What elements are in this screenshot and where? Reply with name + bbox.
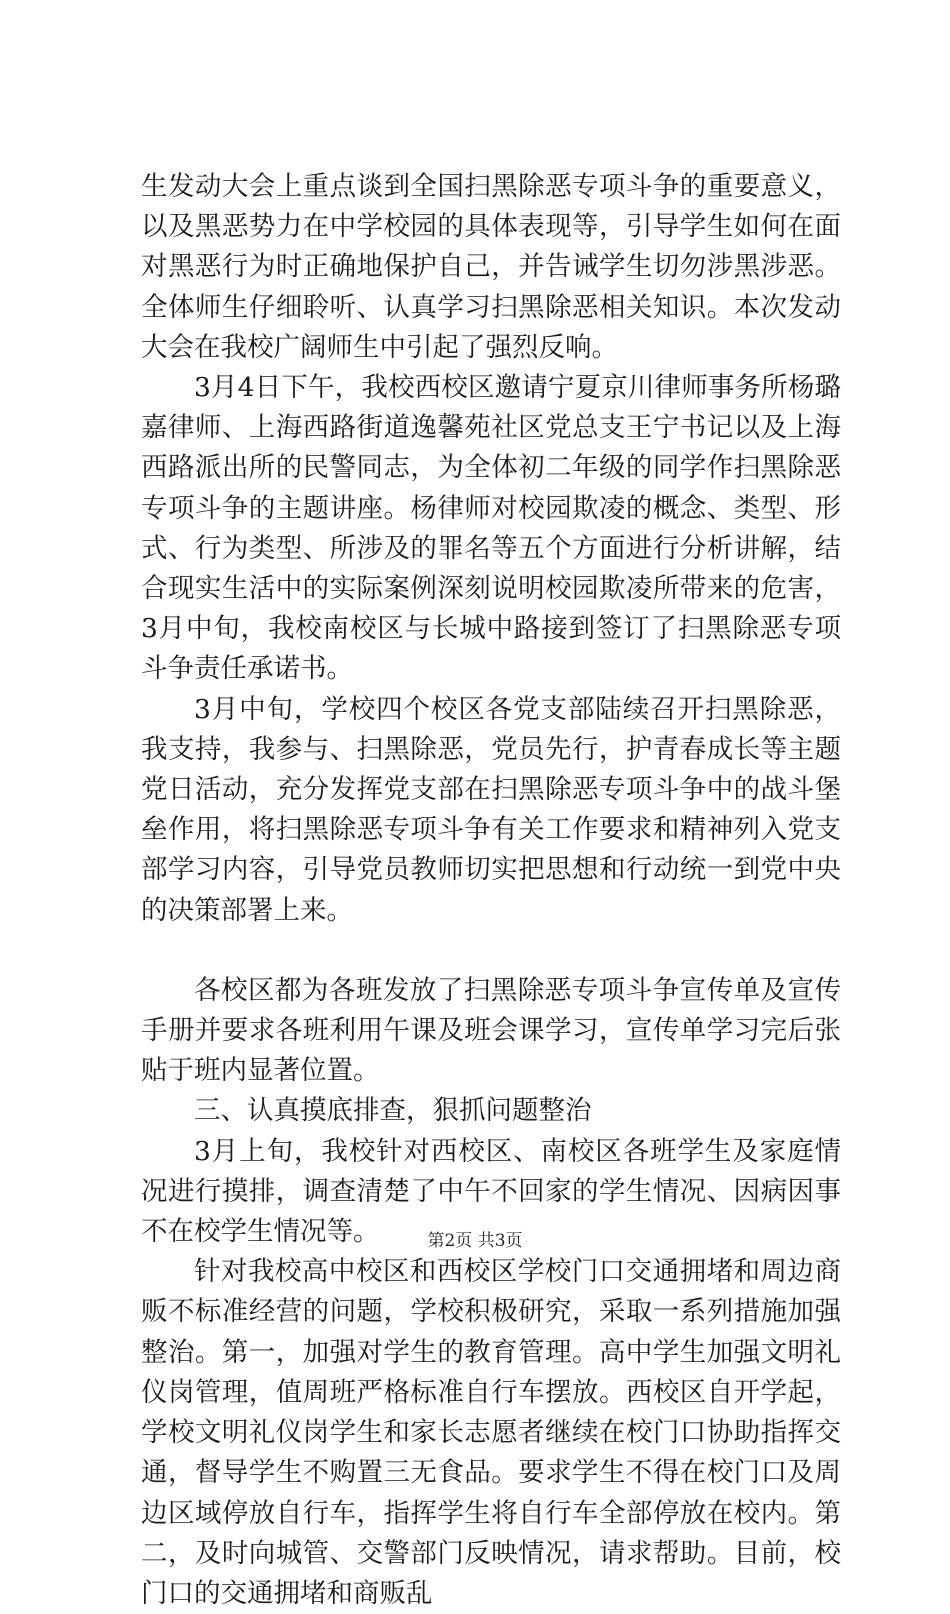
paragraph-continued: 生发动大会上重点谈到全国扫黑除恶专项斗争的重要意义，以及黑恶势力在中学校园的具体表现等，引导学生如何在面对黑恶行为时正确地保护自己，并告诫学生切勿涉黑涉恶。全体师生仔细聆听、认真学习扫黑除恶相关知识。本次发动大会在我校广阔师生中引起了强烈反响。 xyxy=(141,171,841,363)
paragraph-party-activities: 3月中旬，学校四个校区各党支部陆续召开扫黑除恶，我支持，我参与、扫黑除恶，党员先行，护青春成长等主题党日活动，充分发挥党支部在扫黑除恶专项斗争中的战斗堡垒作用，将扫黑除恶专项斗争有关工作要求和精神列入党支部学习内容，引导党员教师切实把思想和行动统一到党中央的决策部署上来。 xyxy=(141,693,841,926)
paragraph-leaflets: 各校区都为各班发放了扫黑除恶专项斗争宣传单及宣传手册并要求各班利用午课及班会课学习，宣传单学习完后张贴于班内显著位置。 xyxy=(141,974,841,1087)
paragraph-spacer xyxy=(141,931,841,971)
section-heading: 三、认真摸底排查，狠抓问题整治 xyxy=(194,1095,592,1127)
document-body xyxy=(141,167,841,1614)
paragraph-survey: 3月上旬，我校针对西校区、南校区各班学生及家庭情况进行摸排，调查清楚了中午不回家的学生情况、因病因事不在校学生情况等。 xyxy=(141,1135,841,1248)
page-number-footer: 第2页 共3页 xyxy=(427,1231,523,1251)
paragraph-lecture: 3月4日下午，我校西校区邀请宁夏京川律师事务所杨璐嘉律师、上海西路街道逸馨苑社区党总支王宁书记以及上海西路派出所的民警同志，为全体初二年级的同学作扫黑除恶专项斗争的主题讲座。杨律师对校园欺凌的概念、类型、形式、行为类型、所涉及的罪名等五个方面进行分析讲解，结合现实生活中的实际案例深刻说明校园欺凌所带来的危害，3月中旬，我校南校区与长城中路接到签订了扫黑除恶专项斗争责任承诺书。 xyxy=(141,372,841,685)
paragraph-traffic: 针对我校高中校区和西校区学校门口交通拥堵和周边商贩不标准经营的问题，学校积极研究，采取一系列措施加强整治。第一，加强对学生的教育管理。高中学生加强文明礼仪岗管理，值周班严格标准自行车摆放。西校区自开学起，学校文明礼仪岗学生和家长志愿者继续在校门口协助指挥交通，督导学生不购置三无食品。要求学生不得在校门口及周边区域停放自行车，指挥学生将自行车全部停放在校内。第二，及时向城管、交警部门反映情况，请求帮助。目前，校门口的交通拥堵和商贩乱 xyxy=(141,1256,841,1609)
